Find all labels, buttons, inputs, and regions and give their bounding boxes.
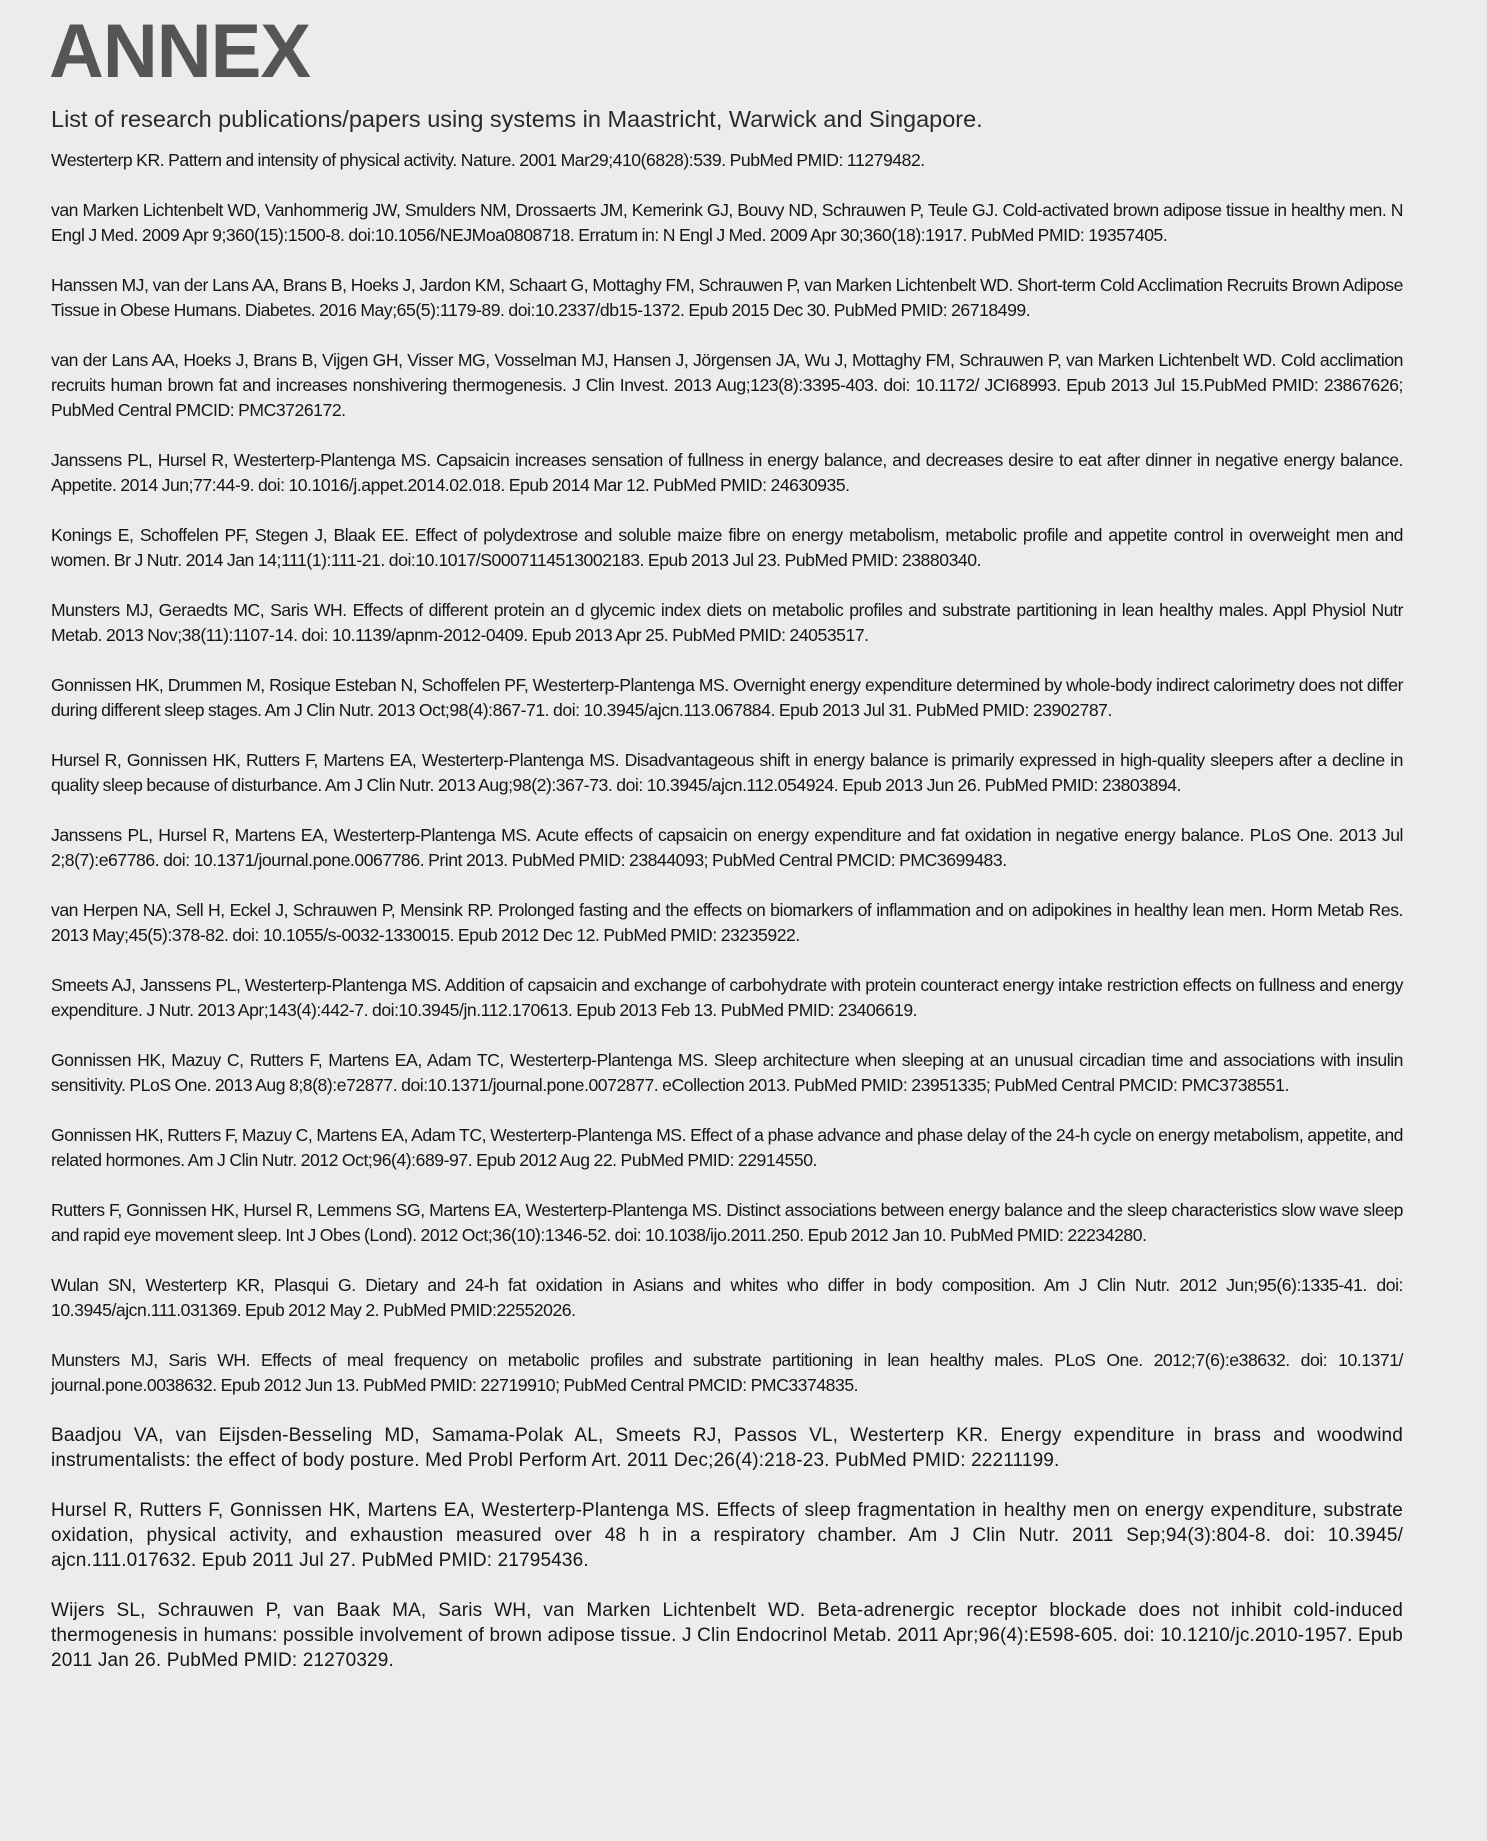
document-page	[0, 9, 1487, 1841]
reference-item: Wijers SL, Schrauwen P, van Baak MA, Saris WH, van Marken Lichtenbelt WD. Beta-adrenergic receptor blockade does not inhibit cold-induced thermogenesis in humans: possible involvement of brown adipose tissue. J Clin Endocrinol Metab. 2011 Apr;96(4):E598-605. doi: 10.1210/jc.2010-1957. Epub 2011 Jan 26. PubMed PMID: 21270329.	[51, 1600, 1403, 1671]
reference-list	[51, 148, 1403, 1673]
reference-item: Baadjou VA, van Eijsden-Besseling MD, Samama-Polak AL, Smeets RJ, Passos VL, Westerterp KR. Energy expenditure in brass and woodwind instrumentalists: the effect of body posture. Med Probl Perform Art. 2011 Dec;26(4):218-23. PubMed PMID: 22211199.	[51, 1425, 1403, 1471]
reference-item: van der Lans AA, Hoeks J, Brans B, Vijgen GH, Visser MG, Vosselman MJ, Hansen J, Jörgensen JA, Wu J, Mottaghy FM, Schrauwen P, van Marken Lichtenbelt WD. Cold acclimation recruits human brown fat and increases nonshivering thermogenesis. J Clin Invest. 2013 Aug;123(8):3395-403. doi: 10.1172/ JCI68993. Epub 2013 Jul 15.PubMed PMID: 23867626; PubMed Central PMCID: PMC3726172.	[51, 350, 1403, 420]
reference-item: Hanssen MJ, van der Lans AA, Brans B, Hoeks J, Jardon KM, Schaart G, Mottaghy FM, Schrauwen P, van Marken Lichtenbelt WD. Short-term Cold Acclimation Recruits Brown Adipose Tissue in Obese Humans. Diabetes. 2016 May;65(5):1179-89. doi:10.2337/db15-1372. Epub 2015 Dec 30. PubMed PMID: 26718499.	[51, 275, 1403, 320]
reference-item: Gonnissen HK, Mazuy C, Rutters F, Martens EA, Adam TC, Westerterp-Plantenga MS. Sleep architecture when sleeping at an unusual circadian time and associations with insulin sensitivity. PLoS One. 2013 Aug 8;8(8):e72877. doi:10.1371/journal.pone.0072877. eCollection 2013. PubMed PMID: 23951335; PubMed Central PMCID: PMC3738551.	[51, 1050, 1403, 1095]
annex-title: ANNEX	[49, 9, 311, 94]
document-subtitle: List of research publications/papers using systems in Maastricht, Warwick and Singapore.	[51, 106, 983, 132]
reference-item: Konings E, Schoffelen PF, Stegen J, Blaak EE. Effect of polydextrose and soluble maize fibre on energy metabolism, metabolic profile and appetite control in overweight men and women. Br J Nutr. 2014 Jan 14;111(1):111-21. doi:10.1017/S0007114513002183. Epub 2013 Jul 23. PubMed PMID: 23880340.	[51, 525, 1403, 570]
reference-item: van Herpen NA, Sell H, Eckel J, Schrauwen P, Mensink RP. Prolonged fasting and the effects on biomarkers of inflammation and on adipokines in healthy lean men. Horm Metab Res. 2013 May;45(5):378-82. doi: 10.1055/s-0032-1330015. Epub 2012 Dec 12. PubMed PMID: 23235922.	[51, 900, 1403, 945]
reference-item: Smeets AJ, Janssens PL, Westerterp-Plantenga MS. Addition of capsaicin and exchange of carbohydrate with protein counteract energy intake restriction effects on fullness and energy expenditure. J Nutr. 2013 Apr;143(4):442-7. doi:10.3945/jn.112.170613. Epub 2013 Feb 13. PubMed PMID: 23406619.	[51, 975, 1403, 1020]
reference-item: Gonnissen HK, Drummen M, Rosique Esteban N, Schoffelen PF, Westerterp-Plantenga MS. Overnight energy expenditure determined by whole-body indirect calorimetry does not differ during different sleep stages. Am J Clin Nutr. 2013 Oct;98(4):867-71. doi: 10.3945/ajcn.113.067884. Epub 2013 Jul 31. PubMed PMID: 23902787.	[51, 675, 1403, 720]
reference-item: Rutters F, Gonnissen HK, Hursel R, Lemmens SG, Martens EA, Westerterp-Plantenga MS. Distinct associations between energy balance and the sleep characteristics slow wave sleep and rapid eye movement sleep. Int J Obes (Lond). 2012 Oct;36(10):1346-52. doi: 10.1038/ijo.2011.250. Epub 2012 Jan 10. PubMed PMID: 22234280.	[51, 1200, 1403, 1245]
reference-item: Janssens PL, Hursel R, Martens EA, Westerterp-Plantenga MS. Acute effects of capsaicin on energy expenditure and fat oxidation in negative energy balance. PLoS One. 2013 Jul 2;8(7):e67786. doi: 10.1371/journal.pone.0067786. Print 2013. PubMed PMID: 23844093; PubMed Central PMCID: PMC3699483.	[51, 825, 1403, 870]
reference-item: Munsters MJ, Geraedts MC, Saris WH. Effects of different protein an d glycemic index diets on metabolic profiles and substrate partitioning in lean healthy males. Appl Physiol Nutr Metab. 2013 Nov;38(11):1107-14. doi: 10.1139/apnm-2012-0409. Epub 2013 Apr 25. PubMed PMID: 24053517.	[51, 600, 1403, 645]
reference-item: Hursel R, Gonnissen HK, Rutters F, Martens EA, Westerterp-Plantenga MS. Disadvantageous shift in energy balance is primarily expressed in high-quality sleepers after a decline in quality sleep because of disturbance. Am J Clin Nutr. 2013 Aug;98(2):367-73. doi: 10.3945/ajcn.112.054924. Epub 2013 Jun 26. PubMed PMID: 23803894.	[51, 750, 1403, 795]
reference-item: Gonnissen HK, Rutters F, Mazuy C, Martens EA, Adam TC, Westerterp-Plantenga MS. Effect of a phase advance and phase delay of the 24-h cycle on energy metabolism, appetite, and related hormones. Am J Clin Nutr. 2012 Oct;96(4):689-97. Epub 2012 Aug 22. PubMed PMID: 22914550.	[51, 1125, 1403, 1170]
reference-item: Westerterp KR. Pattern and intensity of physical activity. Nature. 2001 Mar29;410(6828):539. PubMed PMID: 11279482.	[51, 150, 925, 170]
reference-item: Janssens PL, Hursel R, Westerterp-Plantenga MS. Capsaicin increases sensation of fullness in energy balance, and decreases desire to eat after dinner in negative energy balance. Appetite. 2014 Jun;77:44-9. doi: 10.1016/j.appet.2014.02.018. Epub 2014 Mar 12. PubMed PMID: 24630935.	[51, 450, 1403, 495]
reference-item: Munsters MJ, Saris WH. Effects of meal frequency on metabolic profiles and substrate partitioning in lean healthy males. PLoS One. 2012;7(6):e38632. doi: 10.1371/ journal.pone.0038632. Epub 2012 Jun 13. PubMed PMID: 22719910; PubMed Central PMCID: PMC3374835.	[51, 1350, 1403, 1395]
reference-item: Wulan SN, Westerterp KR, Plasqui G. Dietary and 24-h fat oxidation in Asians and whites who differ in body composition. Am J Clin Nutr. 2012 Jun;95(6):1335-41. doi: 10.3945/ajcn.111.031369. Epub 2012 May 2. PubMed PMID:22552026.	[51, 1275, 1403, 1320]
reference-item: van Marken Lichtenbelt WD, Vanhommerig JW, Smulders NM, Drossaerts JM, Kemerink GJ, Bouvy ND, Schrauwen P, Teule GJ. Cold-activated brown adipose tissue in healthy men. N Engl J Med. 2009 Apr 9;360(15):1500-8. doi:10.1056/NEJMoa0808718. Erratum in: N Engl J Med. 2009 Apr 30;360(18):1917. PubMed PMID: 19357405.	[51, 200, 1403, 245]
reference-item: Hursel R, Rutters F, Gonnissen HK, Martens EA, Westerterp-Plantenga MS. Effects of sleep fragmentation in healthy men on energy expenditure, substrate oxidation, physical activity, and exhaustion measured over 48 h in a respiratory chamber. Am J Clin Nutr. 2011 Sep;94(3):804-8. doi: 10.3945/ ajcn.111.017632. Epub 2011 Jul 27. PubMed PMID: 21795436.	[51, 1500, 1403, 1571]
